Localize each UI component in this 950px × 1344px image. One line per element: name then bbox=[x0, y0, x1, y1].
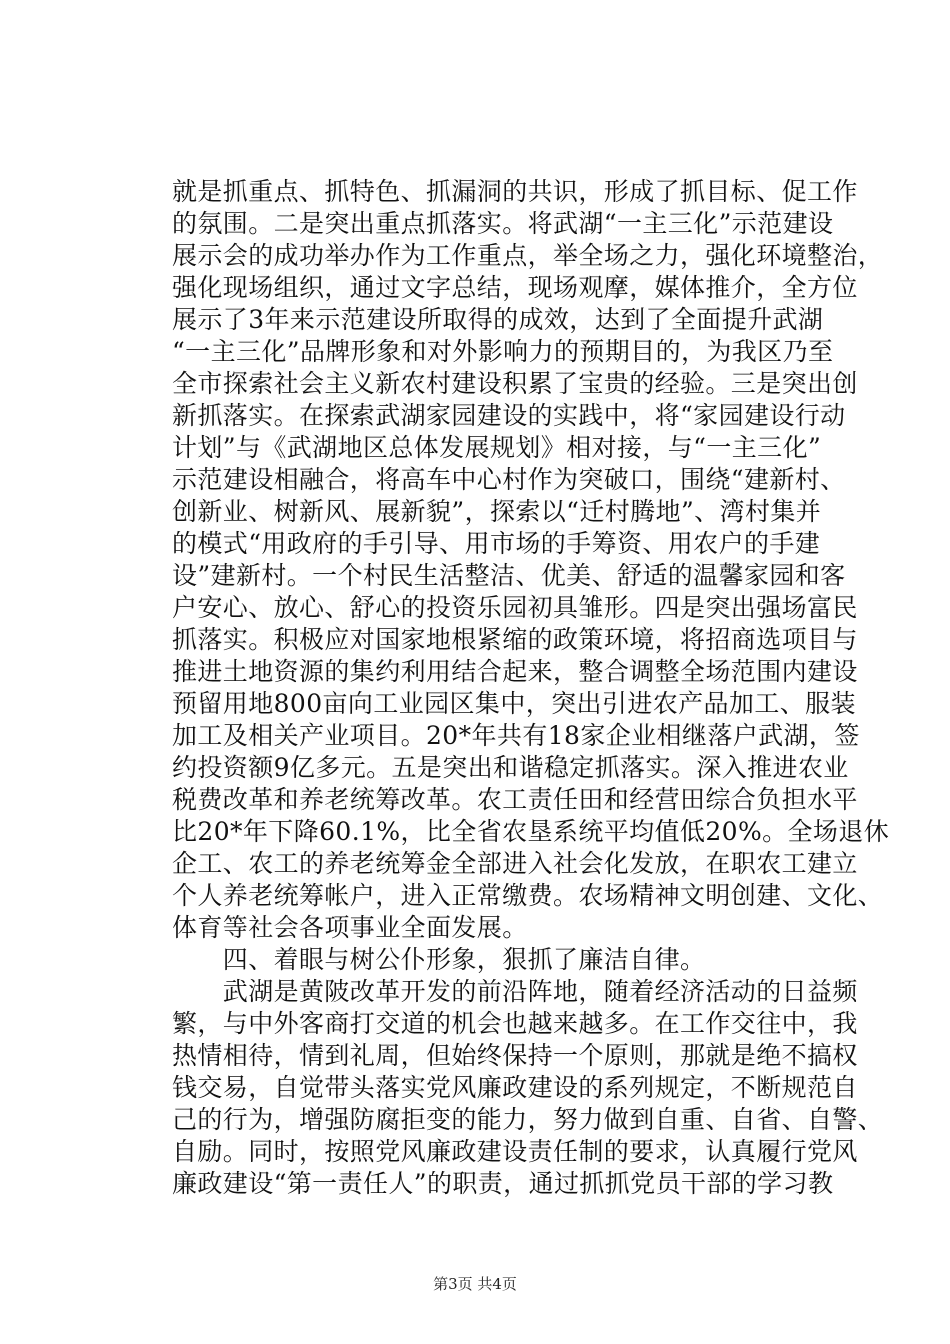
page-number-footer: 第3页 共4页 bbox=[433, 1275, 517, 1293]
body-text-line: 的氛围。二是突出重点抓落实。将武湖“一主三化”示范建设 bbox=[172, 209, 834, 238]
body-text-line: “一主三化”品牌形象和对外影响力的预期目的，为我区乃至 bbox=[172, 337, 834, 366]
body-text-line: 展示会的成功举办作为工作重点，举全场之力，强化环境整治， bbox=[172, 241, 884, 270]
body-text-line: 热情相待，情到礼周，但始终保持一个原则，那就是绝不搞权 bbox=[172, 1041, 858, 1070]
body-text-line: 推进土地资源的集约利用结合起来，整合调整全场范围内建设 bbox=[172, 657, 858, 686]
body-text-line: 计划”与《武湖地区总体发展规划》相对接，与“一主三化” bbox=[172, 433, 822, 462]
body-text-line: 设”建新村。一个村民生活整洁、优美、舒适的温馨家园和客 bbox=[172, 561, 846, 590]
body-text-line: 武湖是黄陂改革开发的前沿阵地，随着经济活动的日益频 bbox=[172, 977, 858, 1006]
body-text-line: 约投资额9亿多元。五是突出和谐稳定抓落实。深入推进农业 bbox=[172, 753, 849, 782]
body-text-line: 户安心、放心、舒心的投资乐园初具雏形。四是突出强场富民 bbox=[172, 593, 858, 622]
body-text-line: 个人养老统筹帐户，进入正常缴费。农场精神文明创建、文化、 bbox=[172, 881, 884, 910]
body-text-line: 繁，与中外客商打交道的机会也越来越多。在工作交往中，我 bbox=[172, 1009, 858, 1038]
body-text-line: 税费改革和养老统筹改革。农工责任田和经营田综合负担水平 bbox=[172, 785, 858, 814]
body-text-line: 加工及相关产业项目。20*年共有18家企业相继落户武湖，签 bbox=[172, 721, 860, 750]
body-text-line: 钱交易，自觉带头落实党风廉政建设的系列规定，不断规范自 bbox=[172, 1073, 858, 1102]
body-text-line: 新抓落实。在探索武湖家园建设的实践中，将“家园建设行动 bbox=[172, 401, 846, 430]
body-text-line: 自励。同时，按照党风廉政建设责任制的要求，认真履行党风 bbox=[172, 1137, 858, 1166]
body-text-line: 比20*年下降60.1%，比全省农垦系统平均值低20%。全场退休 bbox=[172, 817, 890, 846]
body-text-line: 强化现场组织，通过文字总结，现场观摩，媒体推介，全方位 bbox=[172, 273, 858, 302]
body-text-line: 创新业、树新风、展新貌”，探索以“迁村腾地”、湾村集并 bbox=[172, 497, 822, 526]
body-text-line: 示范建设相融合，将高车中心村作为突破口，围绕“建新村、 bbox=[172, 465, 846, 494]
body-text-line: 己的行为，增强防腐拒变的能力，努力做到自重、自省、自警、 bbox=[172, 1105, 884, 1134]
body-text-line: 展示了3年来示范建设所取得的成效，达到了全面提升武湖 bbox=[172, 305, 824, 334]
body-text-line: 全市探索社会主义新农村建设积累了宝贵的经验。三是突出创 bbox=[172, 369, 858, 398]
body-text-line: 预留用地800亩向工业园区集中，突出引进农产品加工、服装 bbox=[172, 689, 856, 718]
section-heading: 四、着眼与树公仆形象，狠抓了廉洁自律。 bbox=[172, 945, 706, 974]
body-text-line: 企工、农工的养老统筹金全部进入社会化发放，在职农工建立 bbox=[172, 849, 858, 878]
body-text-line: 的模式“用政府的手引导、用市场的手筹资、用农户的手建 bbox=[172, 529, 821, 558]
body-text-line: 体育等社会各项事业全面发展。 bbox=[172, 913, 528, 942]
body-text-line: 就是抓重点、抓特色、抓漏洞的共识，形成了抓目标、促工作 bbox=[172, 177, 858, 206]
body-text-line: 廉政建设“第一责任人”的职责，通过抓抓党员干部的学习教 bbox=[172, 1169, 834, 1198]
body-text-line: 抓落实。积极应对国家地根紧缩的政策环境，将招商选项目与 bbox=[172, 625, 858, 654]
